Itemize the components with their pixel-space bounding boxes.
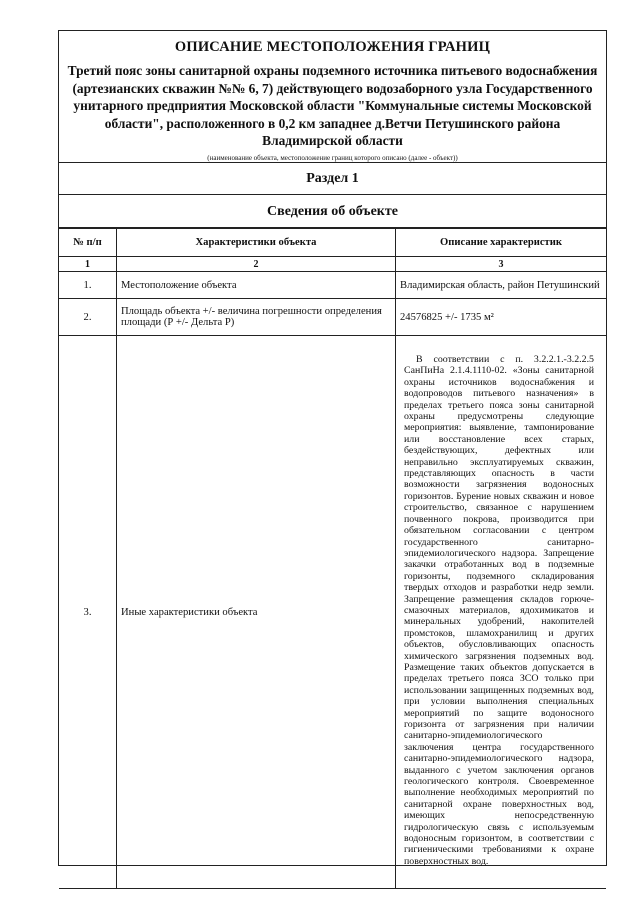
document-frame	[58, 30, 607, 866]
row-number: 3.	[59, 336, 117, 889]
object-name-caption: (наименование объекта, местоположение границ которого описано (далее - объект))	[207, 153, 458, 162]
column-number-row	[59, 257, 606, 272]
section-label: Раздел 1	[59, 163, 606, 195]
header-number: № п/п	[59, 229, 117, 257]
column-number: 3	[396, 257, 607, 272]
row-description: 24576825 +/- 1735 м²	[396, 299, 607, 336]
header-description: Описание характеристик	[396, 229, 607, 257]
object-name: Третий пояс зоны санитарной охраны подземного источника питьевого водоснабжения (артезианских скважин №№ 6, 7) действующего водозаборного узла Государственного унитарного предприятия Московской области "Коммунальные системы Московской области", расположенного в 0,2 км западнее д.Ветчи Петушинского района Владимирской области	[67, 63, 598, 148]
table-header-row	[59, 229, 606, 257]
row-characteristic: Площадь объекта +/- величина погрешности определения площади (Р +/- Дельта Р)	[117, 299, 396, 336]
section-title: Сведения об объекте	[59, 195, 606, 228]
column-number: 1	[59, 257, 117, 272]
object-info-table	[59, 228, 606, 889]
document-title: ОПИСАНИЕ МЕСТОПОЛОЖЕНИЯ ГРАНИЦ	[174, 39, 491, 55]
table-row	[59, 336, 606, 889]
row-characteristic: Местоположение объекта	[117, 272, 396, 299]
row-characteristic: Иные характеристики объекта	[117, 336, 396, 889]
row-number: 2.	[59, 299, 117, 336]
row-number: 1.	[59, 272, 117, 299]
table-row	[59, 272, 606, 299]
header-characteristic: Характеристики объекта	[117, 229, 396, 257]
document-heading	[59, 31, 606, 163]
column-number: 2	[117, 257, 396, 272]
row-description: В соответствии с п. 3.2.2.1.-3.2.2.5 СанПиНа 2.1.4.1110-02. «Зоны санитарной охраны источников водоснабжения и водопроводов питьевого назначения» в пределах третьего пояса зоны санитарной охраны предусмотрены следующие мероприятия: выявление, тампонирование или восстановление всех старых, бездействующих, дефектных или неправильно эксплуатируемых скважин, представляющих опасность в части возможности загрязнения водоносных горизонтов. Бурение новых скважин и новое строительство, связанное с нарушением почвенного покрова, производится при обязательном согласовании с центром государственного санитарно-эпидемиологического надзора. Запрещение закачки отработанных вод в подземные горизонты, подземного складирования твердых отходов и разработки недр земли. Запрещение размещения складов горюче-смазочных материалов, ядохимикатов и минеральных удобрений, накопителей промстоков, шламохранилищ и других объектов, обусловливающих опасность химического загрязнения подземных вод. Размещение таких объектов допускается в пределах третьего пояса ЗСО только при использовании защищенных подземных вод, при условии выполнения специальных мероприятий по защите водоносного горизонта от загрязнения при наличии санитарно-эпидемиологического заключения центра государственного санитарно-эпидемиологического надзора, выданного с учетом заключения органов геологического контроля. Своевременное выполнение необходимых мероприятий по санитарной охране поверхностных вод, имеющих непосредственную гидрологическую связь с используемым водоносным горизонтом, в соответствии с гигиеническими требованиями к охране поверхностных вод.	[396, 336, 607, 889]
table-row	[59, 299, 606, 336]
row-description: Владимирская область, район Петушинский	[396, 272, 607, 299]
